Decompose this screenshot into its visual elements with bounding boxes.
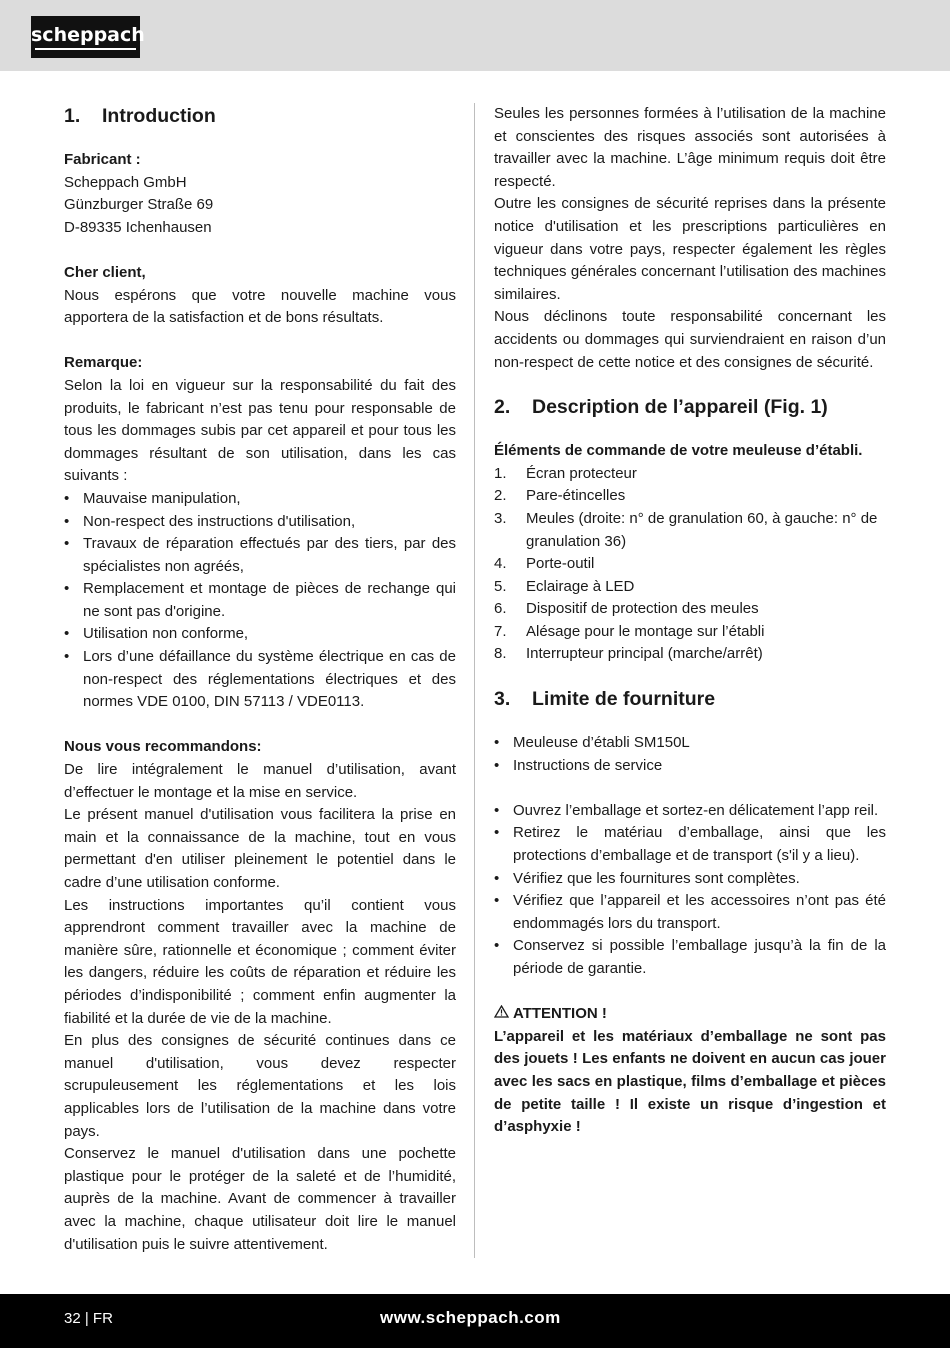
item-number: 8. <box>494 645 507 663</box>
section-title: Limite de fourniture <box>532 688 716 711</box>
list-item <box>494 508 886 553</box>
item-text: Interrupteur principal (marche/arrêt) <box>526 645 763 663</box>
item-number: 5. <box>494 577 507 595</box>
column-divider <box>474 103 475 1258</box>
section-title: Introduction <box>102 105 216 127</box>
attention-text: L’appareil et les matériaux d’emballage ne sont pas des jouets ! Les enfants ne doivent en aucun cas jouer avec les sacs en plastique, films d’emballage et pièces de petite taille ! Il existe un risque d’ingestion et d’asphyxie ! <box>494 1027 886 1136</box>
list-item <box>494 598 886 621</box>
list-item: • Mauvaise manipulation, <box>64 488 456 511</box>
section-heading-fourniture <box>494 686 886 712</box>
list-item: • Ouvrez l’emballage et sortez-en délicatement l’app reil. <box>494 800 886 823</box>
footer-bar <box>0 1294 950 1348</box>
item-number: 3. <box>494 509 507 527</box>
item-number: 2. <box>494 487 507 505</box>
item-number: 1. <box>494 464 507 482</box>
paragraph: De lire intégralement le manuel d’utilisation, avant d’effectuer le montage et la mise en service. <box>64 761 456 801</box>
recommandons-label: Nous vous recommandons: <box>64 738 262 756</box>
list-item: • Retirez le matériau d’emballage, ainsi que les protections d’emballage et de transport (s'il y a lieu). <box>494 822 886 867</box>
address-line: Scheppach GmbH <box>64 173 187 191</box>
list-item: • Remplacement et montage de pièces de rechange qui ne sont pas d'origine. <box>64 578 456 623</box>
list-item <box>494 621 886 644</box>
steps-list <box>494 800 886 981</box>
remarque-list <box>64 488 456 714</box>
paragraph: Seules les personnes formées à l’utilisation de la machine et conscientes des risques associés sont autorisées à travailler avec la machine. L’âge minimum requis doit être respecté. <box>494 105 886 190</box>
attention-label: ATTENTION ! <box>513 1005 607 1023</box>
list-item <box>494 643 886 666</box>
list-item <box>494 485 886 508</box>
list-item <box>494 463 886 486</box>
item-text: Meules (droite: n° de granulation 60, à gauche: n° de granulation 36) <box>526 509 878 550</box>
page-number: 32 | FR <box>64 1310 113 1327</box>
item-number: 7. <box>494 622 507 640</box>
list-item: • Vérifiez que les fournitures sont complètes. <box>494 868 886 891</box>
list-item <box>494 553 886 576</box>
elements-label: Éléments de commande de votre meuleuse d’établi. <box>494 442 863 460</box>
paragraph: Les instructions importantes qu’il contient vous apprendront comment travailler avec la machine de manière sûre, rationnelle et économique ; comment éviter les dangers, réduire les coûts de réparation et réduire les périodes d’indisponibilité ; comment enfin augmenter la fiabilité et la durée de vie de la machine. <box>64 896 456 1027</box>
fourniture-list <box>494 732 886 777</box>
section-number: 3. <box>494 688 511 711</box>
list-item: • Lors d’une défaillance du système électrique en cas de non-respect des réglementations électriques et des normes VDE 0100, DIN 57113 / VDE0113. <box>64 646 456 714</box>
attention-heading <box>494 1003 886 1026</box>
list-item: • Travaux de réparation effectués par des tiers, par des spécialistes non agréés, <box>64 533 456 578</box>
list-item <box>494 576 886 599</box>
remarque-label: Remarque: <box>64 354 143 372</box>
section-number: 2. <box>494 396 511 419</box>
header-bar <box>0 0 950 71</box>
item-text: Pare-étincelles <box>526 487 626 505</box>
paragraph: En plus des consignes de sécurité continues dans ce manuel d'utilisation, vous devez respecter scrupuleusement les réglementations et les lois applicables lors de l’utilisation de la machine dans votre pays. <box>64 1032 456 1140</box>
paragraph: Le présent manuel d'utilisation vous facilitera la prise en main et la connaissance de la machine, tout en vous permettant d'en utiliser pleinement le potentiel dans le cadre d’une utilisation conforme. <box>64 806 456 891</box>
section-heading-introduction <box>64 103 456 129</box>
item-text: Eclairage à LED <box>526 577 635 595</box>
website-url: www.scheppach.com <box>380 1308 561 1327</box>
list-item: • Utilisation non conforme, <box>64 623 456 646</box>
paragraph: Conservez le manuel d'utilisation dans une pochette plastique pour le protéger de la saleté et de l’humidité, auprès de la machine. Avant de commencer à travailler avec la machine, chaque utilisateur doit lire le manuel d'utilisation puis le suivre attentivement. <box>64 1145 456 1253</box>
list-item: • Meuleuse d’établi SM150L <box>494 732 886 755</box>
cher-client-text: Nous espérons que votre nouvelle machine vous apportera de la satisfaction et de bons résultats. <box>64 286 456 327</box>
list-item: • Instructions de service <box>494 755 886 778</box>
item-number: 4. <box>494 555 507 573</box>
list-item: • Non-respect des instructions d'utilisation, <box>64 511 456 534</box>
warning-icon <box>494 1003 509 1026</box>
item-text: Alésage pour le montage sur l’établi <box>526 622 765 640</box>
scheppach-logo: scheppach <box>31 16 140 58</box>
fabricant-label: Fabricant : <box>64 151 141 168</box>
item-text: Porte-outil <box>526 555 595 573</box>
list-item: • Conservez si possible l’emballage jusqu’à la fin de la période de garantie. <box>494 935 886 980</box>
paragraph: Nous déclinons toute responsabilité concernant les accidents ou dommages qui surviendraient en raison d’un non-respect de cette notice et des consignes de sécurité. <box>494 308 886 371</box>
section-title: Description de l’appareil (Fig. 1) <box>532 396 828 419</box>
left-column <box>64 103 456 1256</box>
paragraph: Outre les consignes de sécurité reprises dans la présente notice d'utilisation et les prescriptions particulières en vigueur dans votre pays, respecter également les règles techniques générales concernant l’utilisation des machines similaires. <box>494 195 886 303</box>
address-line: Günzburger Straße 69 <box>64 196 214 214</box>
remarque-text: Selon la loi en vigueur sur la responsabilité du fait des produits, le fabricant n’est pas tenu pour responsable de tous les dommages subis par cet appareil et pour tous les dommages résultant de son utilisation, dans les cas suivants : <box>64 376 456 485</box>
cher-client-label: Cher client, <box>64 263 146 281</box>
item-text: Écran protecteur <box>526 464 637 482</box>
list-item: • Vérifiez que l’appareil et les accessoires n’ont pas été endommagés lors du transport. <box>494 890 886 935</box>
address-line: D-89335 Ichenhausen <box>64 218 212 236</box>
item-text: Dispositif de protection des meules <box>526 600 759 618</box>
item-number: 6. <box>494 600 507 618</box>
section-number: 1. <box>64 105 81 127</box>
section-heading-description <box>494 394 886 420</box>
elements-list <box>494 463 886 666</box>
right-column <box>494 103 886 1139</box>
